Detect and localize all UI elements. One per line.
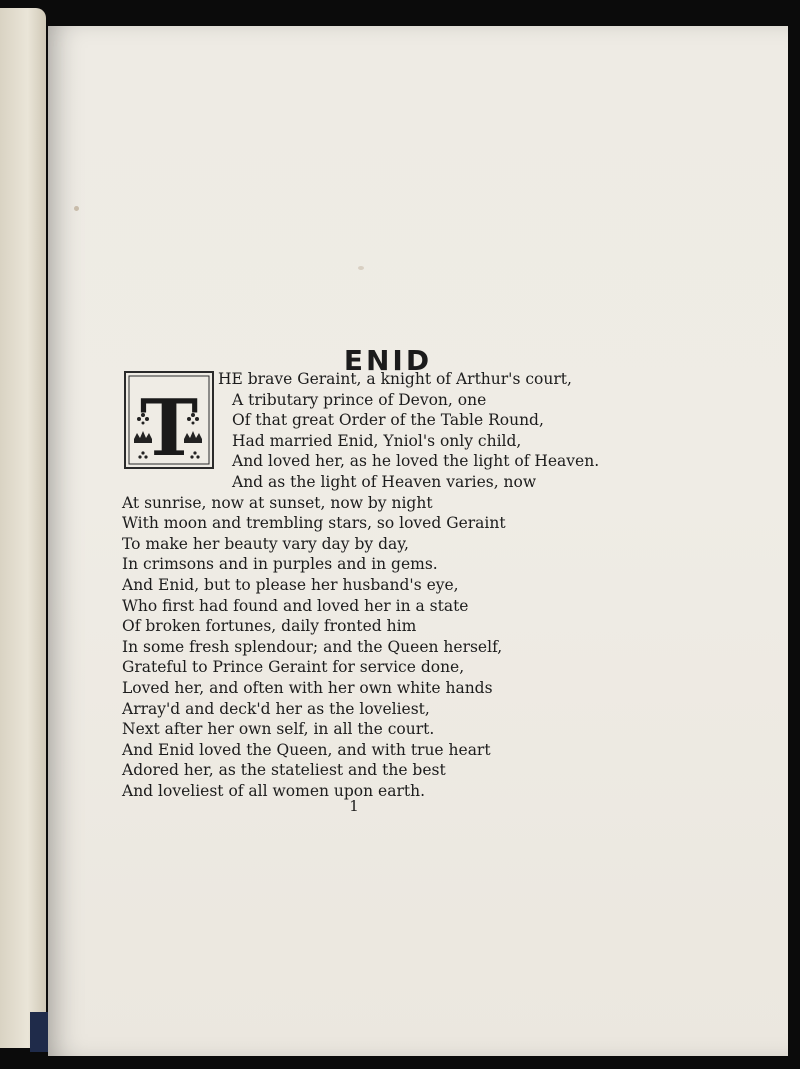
book-page [48,26,788,1056]
chapter-title: ENID [343,344,433,377]
poem-line: A tributary prince of Devon, one [232,390,487,409]
poem-line: In crimsons and in purples and in gems. [122,555,438,574]
poem-line: Grateful to Prince Geraint for service done, [122,658,465,677]
left-page-edge [0,8,46,1048]
poem-line: Array'd and deck'd her as the loveliest, [122,699,430,718]
poem-line: And loveliest of all women upon earth. [122,781,426,800]
poem-line: Loved her, and often with her own white hands [122,678,493,697]
poem-line: And as the light of Heaven varies, now [232,472,537,491]
paper-spot [74,206,79,211]
poem-line: At sunrise, now at sunset, now by night [122,493,433,512]
poem-line: And Enid, but to please her husband's eye, [122,575,459,594]
poem-line: With moon and trembling stars, so loved Geraint [122,514,506,533]
poem-line: Next after her own self, in all the court. [122,720,435,739]
poem-line: Who first had found and loved her in a state [122,596,469,615]
paper-spot [358,266,364,270]
poem-line: Of broken fortunes, daily fronted him [122,617,417,636]
poem-line: And Enid loved the Queen, and with true heart [122,740,491,759]
poem-text [122,369,682,801]
poem-line: To make her beauty vary day by day, [122,534,409,553]
page-number: 1 [349,797,359,815]
poem-line: In some fresh splendour; and the Queen herself, [122,637,503,656]
drop-cap-letter: T [139,383,199,467]
poem-line: Had married Enid, Yniol's only child, [232,431,522,450]
poem-line: And loved her, as he loved the light of Heaven. [232,452,600,471]
poem-line: Of that great Order of the Table Round, [232,411,544,430]
poem-line: Adored her, as the stateliest and the best [122,761,446,780]
poem-line: HE brave Geraint, a knight of Arthur's court, [218,370,572,388]
